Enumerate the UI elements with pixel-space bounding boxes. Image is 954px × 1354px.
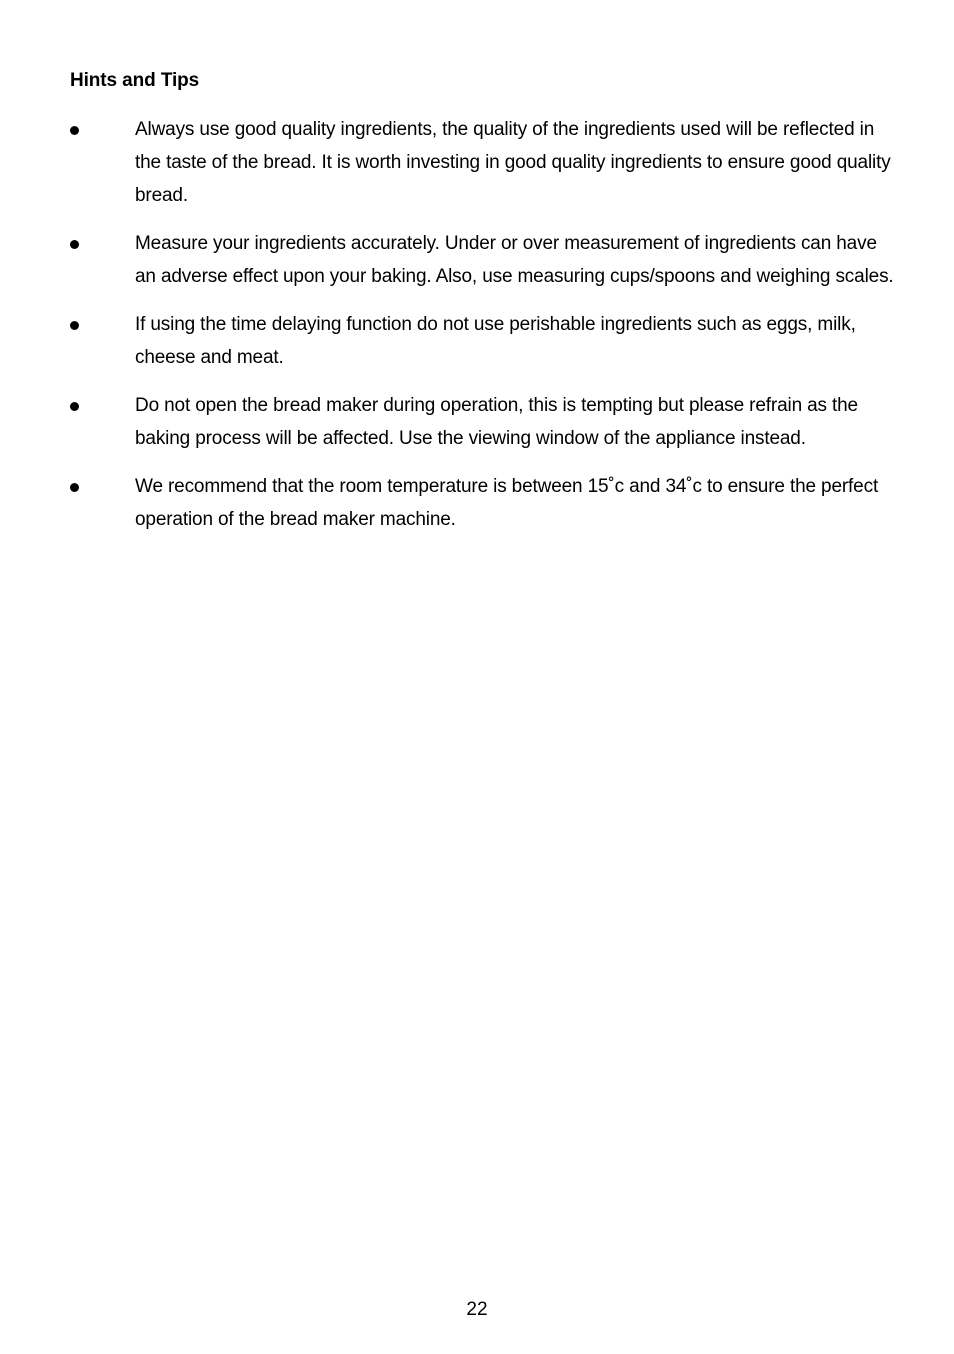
tip-text: Always use good quality ingredients, the quality of the ingredients used will be reflected in the taste of the bread. It is worth investing in good quality ingredients to ensure good quality bread. xyxy=(135,119,891,206)
bullet-icon xyxy=(70,483,79,492)
tip-text: If using the time delaying function do not use perishable ingredients such as eggs, milk, cheese and meat. xyxy=(135,314,856,368)
tip-text: Measure your ingredients accurately. Under or over measurement of ingredients can have an adverse effect upon your baking. Also, use measuring cups/spoons and weighing scales. xyxy=(135,233,894,287)
bullet-icon xyxy=(70,240,79,249)
tip-text: Do not open the bread maker during operation, this is tempting but please refrain as the baking process will be affected. Use the viewing window of the appliance instead. xyxy=(135,395,858,449)
tips-list xyxy=(70,113,900,551)
list-item xyxy=(70,308,900,374)
tip-text: We recommend that the room temperature is between 15˚c and 34˚c to ensure the perfect operation of the bread maker machine. xyxy=(135,476,879,530)
section-heading: Hints and Tips xyxy=(70,70,200,91)
bullet-icon xyxy=(70,402,79,411)
bullet-icon xyxy=(70,321,79,330)
bullet-icon xyxy=(70,126,79,135)
list-item xyxy=(70,227,900,293)
list-item xyxy=(70,389,900,455)
list-item xyxy=(70,113,900,212)
list-item xyxy=(70,470,900,536)
page-number: 22 xyxy=(466,1299,488,1320)
